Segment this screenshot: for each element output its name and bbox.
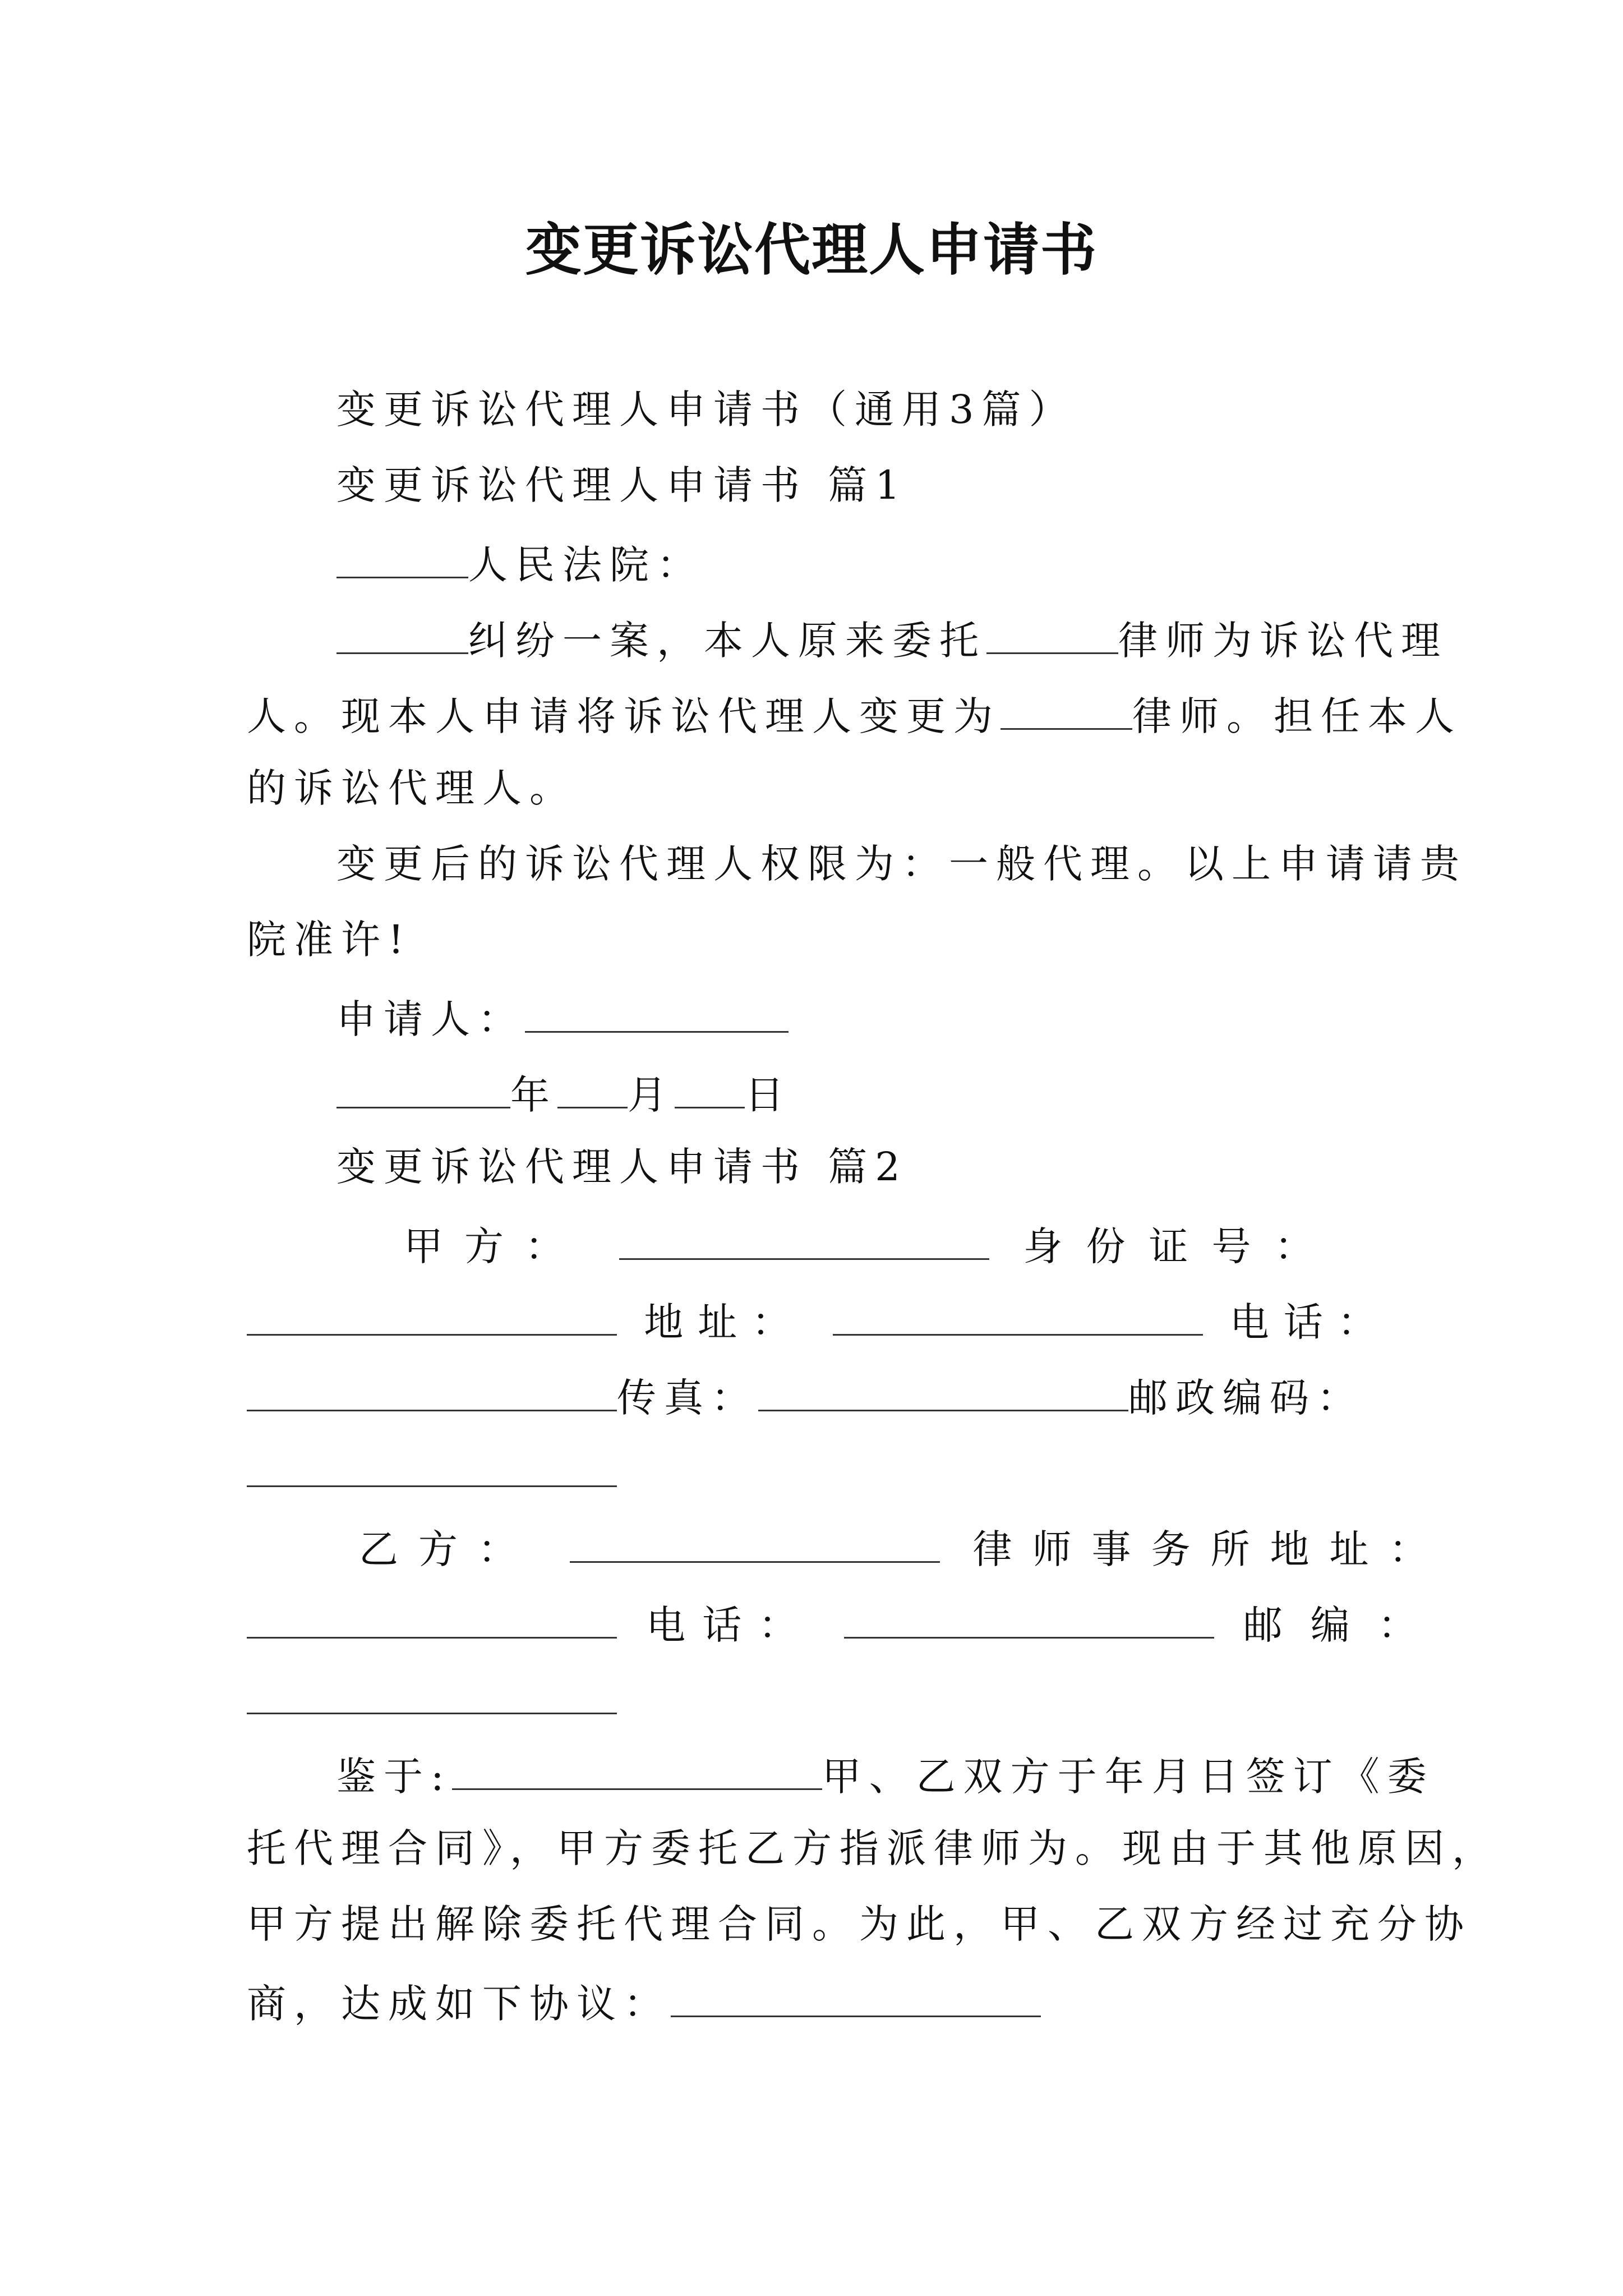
day-label: 日	[745, 1072, 792, 1118]
phone-blank-b	[844, 1602, 1214, 1639]
phone-blank	[247, 1374, 617, 1411]
agreement-blank	[452, 1753, 822, 1790]
zip-label: 邮编：	[1243, 1602, 1445, 1648]
month-blank	[557, 1071, 628, 1108]
postcode-blank	[247, 1450, 617, 1487]
agreement-text-a: 鉴于:	[336, 1754, 452, 1800]
party-b-line	[359, 1526, 1449, 1572]
new-lawyer-blank	[1000, 693, 1132, 730]
id-blank	[247, 1299, 617, 1336]
applicant-blank	[525, 996, 789, 1033]
original-lawyer-blank	[986, 617, 1118, 654]
para1-line2	[247, 693, 1462, 739]
part2-heading: 变更诉讼代理人申请书 篇2	[336, 1144, 908, 1190]
intro-line: 变更诉讼代理人申请书（通用3篇）	[336, 386, 1076, 432]
agreement-text-e: 商，达成如下协议：	[247, 1981, 671, 2027]
agreement-text-b: 甲、乙双方于年月日签订《委	[822, 1754, 1435, 1800]
firm-line	[247, 1602, 1445, 1648]
address-line	[247, 1299, 1391, 1345]
party-a-label: 甲方：	[404, 1223, 585, 1269]
year-label: 年	[510, 1072, 557, 1118]
applicant-line	[336, 996, 789, 1042]
address-blank	[833, 1299, 1203, 1336]
applicant-label: 申请人：	[336, 996, 525, 1042]
phone-label-b: 电话：	[646, 1602, 815, 1648]
id-label: 身份证号：	[1023, 1223, 1338, 1269]
para1-text-c: 人。现本人申请将诉讼代理人变更为	[247, 693, 1000, 739]
fax-blank	[758, 1374, 1128, 1411]
agreement-line3: 甲方提出解除委托代理合同。为此，甲、乙双方经过充分协	[247, 1901, 1472, 1947]
month-label: 月	[628, 1072, 675, 1118]
para2-line2: 院准许!	[247, 917, 412, 963]
para1-text-a: 纠纷一案，本人原来委托	[468, 618, 986, 664]
agreement-line2: 托代理合同》，甲方委托乙方指派律师为。现由于其他原因，	[247, 1825, 1499, 1871]
zip-blank	[247, 1677, 617, 1714]
year-blank	[336, 1071, 510, 1108]
para2-line1: 变更后的诉讼代理人权限为：一般代理。以上申请请贵	[336, 841, 1467, 887]
court-suffix: 人民法院：	[468, 542, 704, 588]
para1-line3: 的诉讼代理人。	[247, 765, 577, 811]
agreement-line1	[336, 1753, 1435, 1800]
day-blank	[675, 1071, 745, 1108]
postcode-label: 邮政编码：	[1128, 1375, 1364, 1421]
party-a-blank	[619, 1223, 989, 1260]
para1-line1	[336, 617, 1448, 664]
fax-line	[247, 1374, 1364, 1421]
agreement-blank-end	[671, 1980, 1041, 2017]
firm-address-label: 律师事务所地址：	[972, 1526, 1449, 1572]
part1-heading: 变更诉讼代理人申请书 篇1	[336, 462, 908, 508]
court-blank	[336, 541, 468, 578]
firm-address-blank	[247, 1602, 617, 1639]
address-label: 地址：	[644, 1299, 806, 1345]
para1-text-d: 律师。担任本人	[1132, 693, 1462, 739]
document-title: 变更诉讼代理人申请书	[525, 217, 1098, 283]
fax-label: 传真：	[617, 1375, 758, 1421]
case-blank	[336, 617, 468, 654]
court-line	[336, 541, 704, 588]
para1-text-b: 律师为诉讼代理	[1118, 618, 1448, 664]
party-b-blank	[570, 1526, 940, 1563]
postcode-line	[247, 1450, 617, 1493]
party-b-label: 乙方：	[359, 1526, 537, 1572]
zip-line	[247, 1677, 617, 1720]
date-line	[336, 1071, 792, 1118]
agreement-line4	[247, 1980, 1041, 2027]
phone-label: 电话：	[1229, 1299, 1391, 1345]
party-a-line	[404, 1223, 1385, 1269]
